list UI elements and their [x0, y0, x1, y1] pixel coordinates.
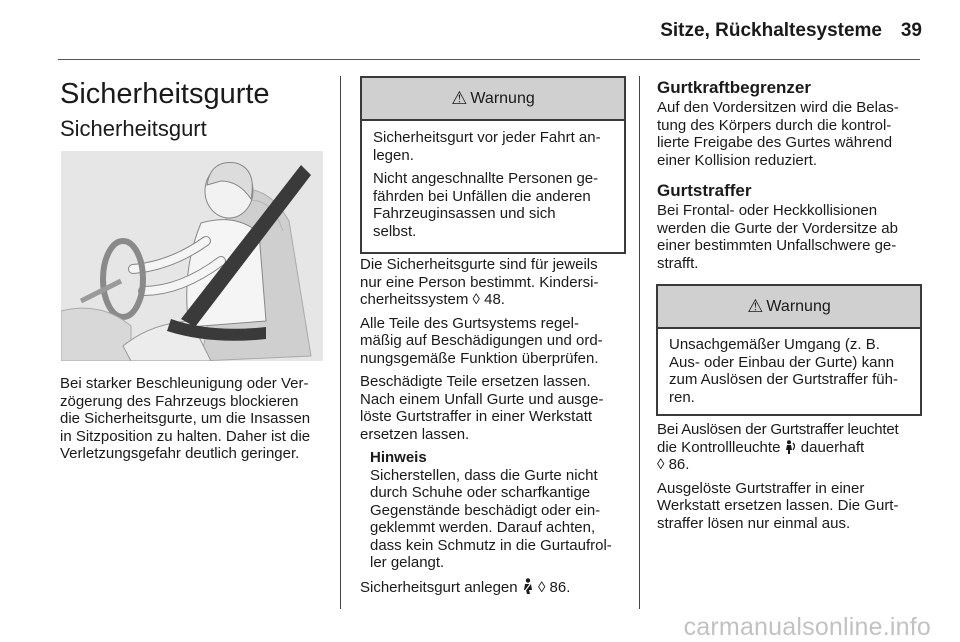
note-title: Hinweis — [370, 449, 427, 466]
page-number: 39 — [900, 20, 922, 41]
text-line: nur eine Person bestimmt. Kindersi- — [360, 273, 599, 291]
warning-body — [362, 121, 624, 252]
text-line: Werkstatt ersetzen lassen. Die Gurt- — [657, 497, 899, 514]
text-line: einer Kollision reduziert. — [657, 151, 818, 169]
text-line: Beschädigte Teile ersetzen lassen. — [360, 373, 591, 390]
paragraph — [360, 578, 628, 597]
paragraph — [657, 480, 927, 533]
text-line: Sicherheitsgurt vor jeder Fahrt an- — [373, 129, 601, 146]
text-line: ler gelangt. — [370, 554, 445, 571]
tensioner-body-text — [657, 421, 927, 538]
section-heading: Sicherheitsgurte — [60, 78, 270, 110]
airbag-warning-icon — [785, 440, 797, 454]
text-line: Fahrzeuginsassen und sich — [373, 205, 556, 222]
warning-body — [658, 329, 920, 414]
text-fragment: dauerhaft — [800, 438, 865, 456]
warning-title: Warnung — [766, 297, 831, 315]
warning-paragraph — [373, 170, 615, 240]
text-line: die Sicherheitsgurte, um die Insassen — [60, 410, 311, 427]
text-line: selbst. — [373, 222, 417, 240]
text-line: fährden bei Unfällen die anderen — [373, 187, 591, 205]
text-line: Bei starker Beschleunigung oder Ver- — [60, 375, 309, 392]
text-line: Ausgelöste Gurtstraffer in einer — [657, 479, 865, 497]
warning-box-tensioner — [656, 284, 922, 416]
page-reference[interactable]: ◊ 86. — [657, 456, 690, 473]
seatbelt-body-text — [360, 256, 628, 602]
text-line — [657, 439, 927, 457]
text-line: Verletzungsgefahr deutlich geringer. — [60, 445, 300, 462]
text-line: mäßig auf Beschädigungen und ord- — [360, 332, 603, 349]
paragraph — [360, 315, 628, 368]
text-line: Aus- oder Einbau der Gurte) kann — [669, 353, 895, 371]
warning-header — [362, 78, 624, 121]
text-line: dass kein Schmutz in die Gurtaufrol- — [370, 536, 612, 554]
paragraph — [657, 421, 927, 474]
warning-triangle-icon: ⚠ — [747, 296, 764, 316]
text-line: lierte Freigabe des Gurtes während — [657, 134, 893, 151]
warning-triangle-icon: ⚠ — [451, 88, 468, 108]
text-line: ren. — [669, 388, 695, 406]
page-header-title: Sitze, Rückhaltesysteme — [660, 20, 882, 41]
text-fragment: die Kontrollleuchte — [657, 438, 781, 456]
text-line: Bei Auslösen der Gurtstraffer leuchtet — [657, 421, 899, 438]
text-line: einer bestimmten Unfallschwere ge- — [657, 237, 897, 254]
text-line: Nicht angeschnallte Personen ge- — [373, 170, 599, 187]
text-line: Auf den Vordersitzen wird die Belas- — [657, 99, 899, 116]
section-subheading: Sicherheitsgurt — [60, 116, 207, 141]
text-line: Unsachgemäßer Umgang (z. B. — [669, 336, 880, 353]
header-divider — [58, 59, 920, 60]
text-line: werden die Gurte der Vordersitze ab — [657, 219, 898, 237]
seatbelt-intro-text — [60, 375, 330, 463]
text-line: straffer lösen nur einmal aus. — [657, 514, 851, 532]
text-line: zögerung des Fahrzeugs blockieren — [60, 392, 299, 410]
seatbelt-fasten-text: Sicherheitsgurt anlegen — [360, 578, 518, 596]
text-line: in Sitzposition zu halten. Daher ist die — [60, 427, 311, 445]
text-line: löste Gurtstraffer in einer Werkstatt — [360, 408, 593, 425]
text-line: Nach einem Unfall Gurte und ausge- — [360, 390, 604, 408]
text-line: strafft. — [657, 254, 699, 272]
warning-title: Warnung — [470, 89, 535, 107]
text-line: ersetzen lassen. — [360, 425, 470, 443]
text-line: durch Schuhe oder scharfkantige — [370, 484, 591, 501]
watermark: carmanualsonline.info — [683, 613, 931, 641]
text-line: legen. — [373, 146, 414, 164]
warning-box-seatbelt — [360, 76, 626, 254]
subsection-heading: Gurtkraftbegrenzer — [657, 78, 811, 97]
warning-paragraph — [373, 129, 615, 164]
text-line: Sicherstellen, dass die Gurte nicht — [370, 466, 598, 484]
text-line: Alle Teile des Gurtsystems regel- — [360, 314, 579, 332]
subsection-heading: Gurtstraffer — [657, 181, 752, 200]
column-divider-2 — [639, 76, 640, 609]
text-line: geklemmt werden. Darauf achten, — [370, 519, 596, 536]
text-line: Gegenstände beschädigt oder ein- — [370, 501, 601, 519]
seatbelt-icon — [522, 578, 534, 594]
seatbelt-illustration — [61, 151, 323, 361]
paragraph — [360, 256, 628, 309]
text-line: cherheitssystem ◊ 48. — [360, 291, 505, 308]
text-line: zum Auslösen der Gurtstraffer füh- — [669, 371, 898, 388]
section-gurtstraffer — [657, 181, 925, 272]
paragraph — [360, 373, 628, 443]
warning-header — [658, 286, 920, 329]
text-line: Die Sicherheitsgurte sind für jeweils — [360, 256, 598, 273]
text-line: tung des Körpers durch die kontrol- — [657, 116, 892, 134]
column-divider-1 — [340, 76, 341, 609]
text-line: Bei Frontal- oder Heckkollisionen — [657, 202, 878, 219]
page-reference[interactable]: ◊ 86. — [537, 578, 571, 596]
text-line: nungsgemäße Funktion überprüfen. — [360, 349, 599, 367]
section-gurtkraftbegrenzer — [657, 78, 925, 169]
note-block — [370, 449, 628, 572]
belt-tensioner-text — [657, 78, 925, 278]
